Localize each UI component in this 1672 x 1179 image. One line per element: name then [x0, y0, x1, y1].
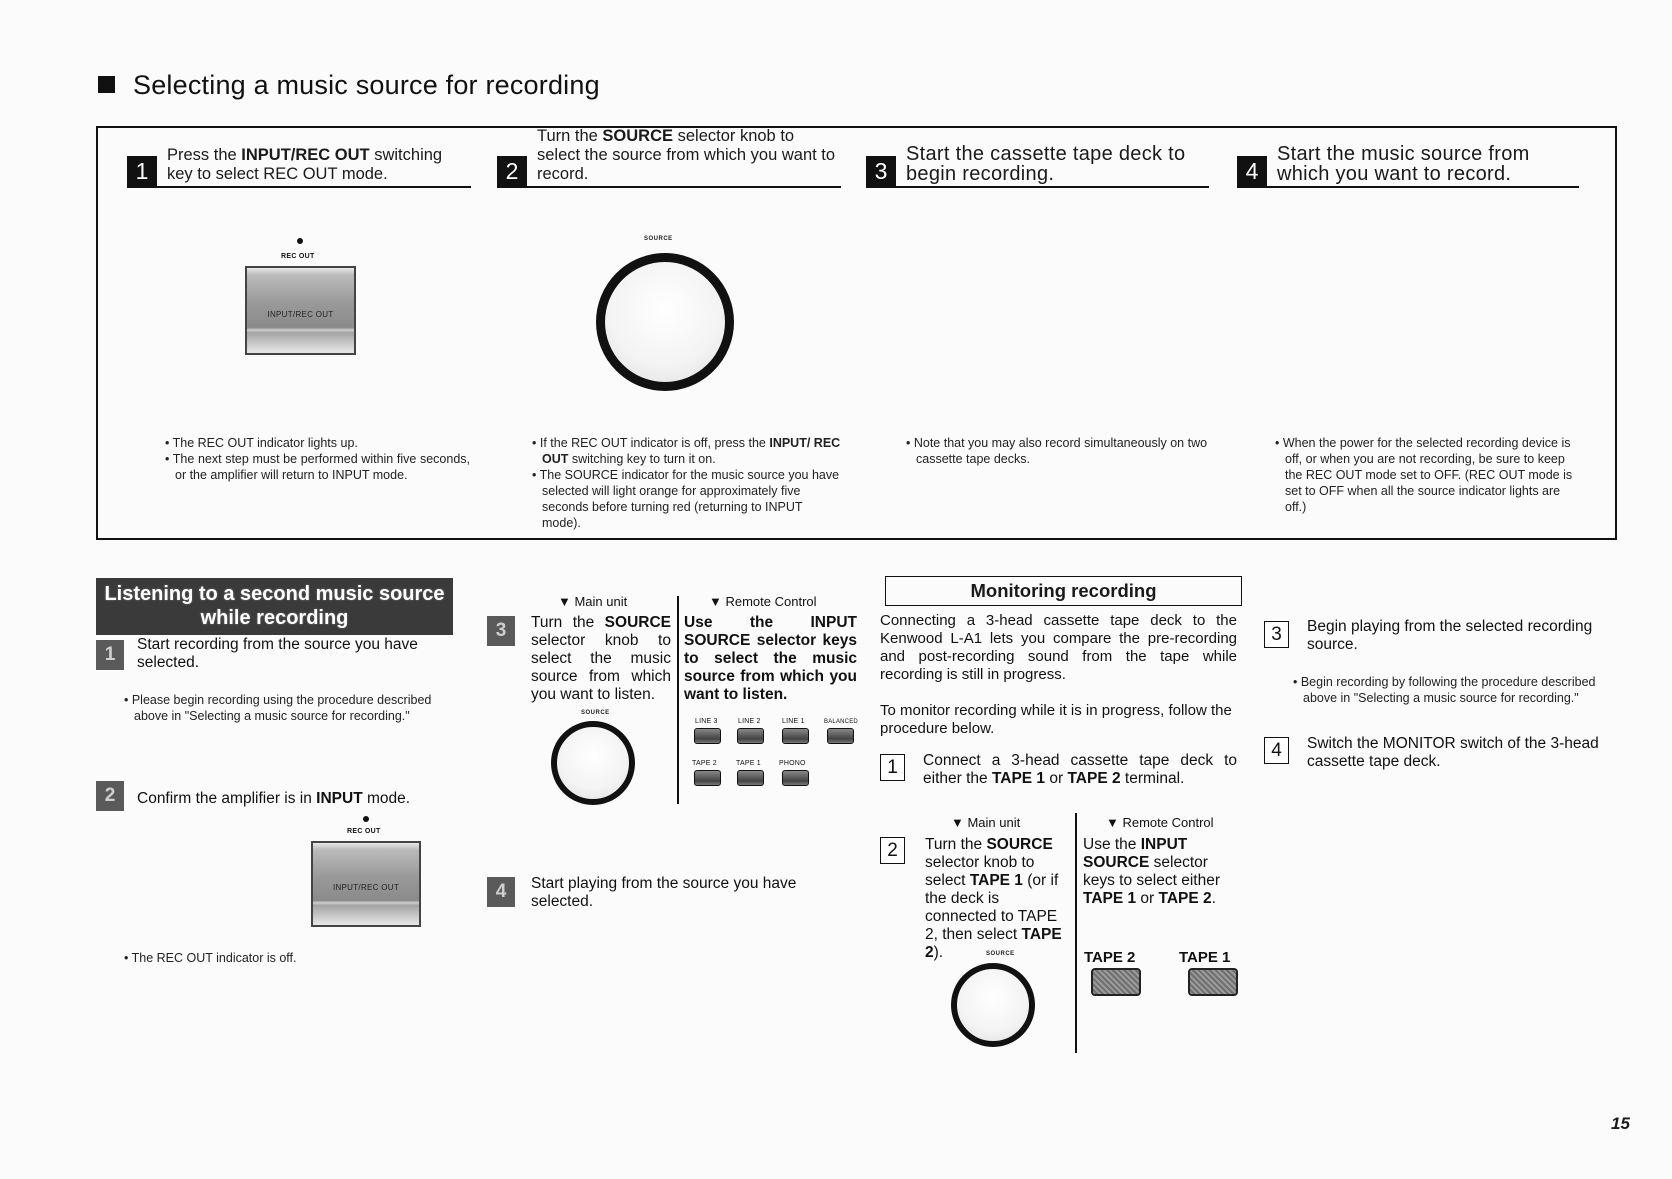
step-4-note: • When the power for the selected recording device is off, or when you are not recording, be sure to keep the REC OUT mode set to OFF. (REC OUT mode is set to OFF when all the source indicator lights are off.): [1275, 436, 1573, 514]
step-2-header: [497, 127, 841, 188]
main-unit-header: ▼ Main unit: [951, 815, 1021, 830]
monitoring-intro-2: To monitor recording while it is in progress, follow the procedure below.: [880, 702, 1232, 737]
monitoring-section-title: Monitoring recording: [885, 576, 1242, 606]
listening-step-2-text: Confirm the amplifier is in INPUT mode.: [137, 790, 411, 807]
line-1-key-label: LINE 1: [782, 718, 805, 725]
step-3-note: • Note that you may also record simultaneously on two cassette tape decks.: [906, 436, 1208, 466]
rec-out-label: REC OUT: [347, 828, 381, 835]
tape-2-key-label: TAPE 2: [692, 760, 717, 767]
step-1-note-2: • The next step must be performed within five seconds, or the amplifier will return to INPUT mode.: [165, 452, 470, 482]
step-2-note-1: • If the REC OUT indicator is off, press the INPUT/ REC OUT switching key to turn it on.: [532, 436, 841, 466]
listening-key-illustration: [306, 816, 426, 930]
page-title: Selecting a music source for recording: [98, 70, 600, 101]
step-1-number: 1: [127, 156, 157, 186]
rec-out-label: REC OUT: [281, 253, 315, 260]
step-4-number: 4: [1237, 156, 1267, 186]
monitoring-step-3-number: 3: [1264, 621, 1289, 648]
step-1-header: [127, 140, 471, 188]
monitoring-step-4-text: Switch the MONITOR switch of the 3-head cassette tape deck.: [1307, 735, 1599, 770]
step-2-number: 2: [497, 156, 527, 186]
remote-control-header: ▼ Remote Control: [709, 594, 817, 609]
step-3-number: 3: [866, 156, 896, 186]
source-knob-label: SOURCE: [581, 710, 610, 716]
source-knob-illustration: [596, 253, 734, 391]
rec-out-indicator-icon: [297, 238, 303, 244]
tape-1-key: [1188, 968, 1238, 996]
tape-2-key: [1091, 968, 1141, 996]
listening-step-3-remote-text: Use the INPUT SOURCE selector keys to select the music source from which you want to listen.: [684, 614, 857, 703]
step-1-notes: [165, 435, 470, 483]
listening-section-title: Listening to a second music source while recording: [96, 578, 453, 635]
remote-control-header: ▼ Remote Control: [1106, 815, 1214, 830]
source-knob-illustration: [551, 721, 635, 805]
listening-step-2-number: 2: [96, 781, 124, 811]
input-rec-out-key-illustration: [240, 238, 360, 358]
column-divider: [677, 596, 679, 804]
listening-step-1-number: 1: [96, 640, 124, 670]
input-rec-out-key: [245, 266, 356, 355]
monitoring-step-3-note: • Begin recording by following the procedure described above in "Selecting a music source for recording.": [1293, 675, 1596, 705]
listening-step-3-number: 3: [487, 616, 515, 646]
source-knob-label: SOURCE: [986, 951, 1015, 957]
balanced-key: [827, 728, 854, 744]
page-number: 15: [1611, 1114, 1630, 1133]
source-knob-illustration: [951, 963, 1035, 1047]
tape-1-key-label: TAPE 1: [1179, 949, 1231, 966]
monitoring-step-2-main-text: Turn the SOURCE selector knob to select TAPE 1 (or if the deck is connected to TAPE 2, then select TAPE 2).: [925, 836, 1062, 961]
listening-step-4-number: 4: [487, 877, 515, 907]
step-4-header: [1237, 140, 1579, 188]
phono-key: [782, 770, 809, 786]
step-1-text: Press the INPUT/REC OUT switching key to select REC OUT mode.: [167, 146, 443, 183]
line-2-key-label: LINE 2: [738, 718, 761, 725]
monitoring-step-3-text: Begin playing from the selected recording source.: [1307, 618, 1593, 653]
column-divider: [1075, 813, 1077, 1053]
balanced-key-label: BALANCED: [824, 719, 858, 725]
tape-1-key: [737, 770, 764, 786]
listening-step-3-main-text: Turn the SOURCE selector knob to select the music source from which you want to listen.: [531, 614, 671, 703]
listening-step-4-text: Start playing from the source you have selected.: [531, 875, 797, 910]
line-3-key-label: LINE 3: [695, 718, 718, 725]
tape-1-key-label: TAPE 1: [736, 760, 761, 767]
listening-step-1-note: • Please begin recording using the procedure described above in "Selecting a music source for recording.": [124, 693, 432, 723]
phono-key-label: PHONO: [779, 760, 806, 767]
step-4-text: Start the music source from which you want to record.: [1277, 143, 1530, 185]
rec-out-indicator-icon: [363, 816, 369, 822]
monitoring-step-4-number: 4: [1264, 737, 1289, 764]
square-bullet-icon: [98, 76, 115, 93]
step-2-notes: [532, 435, 841, 531]
line-3-key: [694, 728, 721, 744]
key-label: INPUT/REC OUT: [332, 883, 400, 892]
input-rec-out-key: [311, 841, 421, 927]
tape-2-key-label: TAPE 2: [1084, 949, 1136, 966]
line-1-key: [782, 728, 809, 744]
step-1-note-1: • The REC OUT indicator lights up.: [165, 436, 358, 450]
step-3-header: [866, 140, 1209, 188]
key-label: INPUT/REC OUT: [267, 310, 334, 319]
listening-step-2-note: • The REC OUT indicator is off.: [124, 951, 297, 965]
listening-step-1-text: Start recording from the source you have selected.: [137, 636, 418, 671]
monitoring-step-1-number: 1: [880, 754, 905, 781]
monitoring-step-1-text: Connect a 3-head cassette tape deck to either the TAPE 1 or TAPE 2 terminal.: [923, 752, 1237, 787]
step-3-text: Start the cassette tape deck to begin recording.: [906, 143, 1186, 185]
monitoring-intro: Connecting a 3-head cassette tape deck to the Kenwood L-A1 lets you compare the pre-recording and post-recording sound from the tape while recording is still in progress.: [880, 612, 1237, 683]
monitoring-step-2-remote-text: Use the INPUT SOURCE selector keys to select either TAPE 1 or TAPE 2.: [1083, 836, 1220, 907]
step-2-text: Turn the SOURCE selector knob to select the source from which you want to record.: [537, 127, 836, 183]
line-2-key: [737, 728, 764, 744]
main-unit-header: ▼ Main unit: [558, 594, 628, 609]
tape-2-key: [694, 770, 721, 786]
step-2-note-2: • The SOURCE indicator for the music source you have selected will light orange for approximately five seconds before turning red (returning to INPUT mode).: [532, 468, 840, 530]
monitoring-step-2-number: 2: [880, 837, 905, 864]
source-knob-label: SOURCE: [644, 236, 673, 242]
